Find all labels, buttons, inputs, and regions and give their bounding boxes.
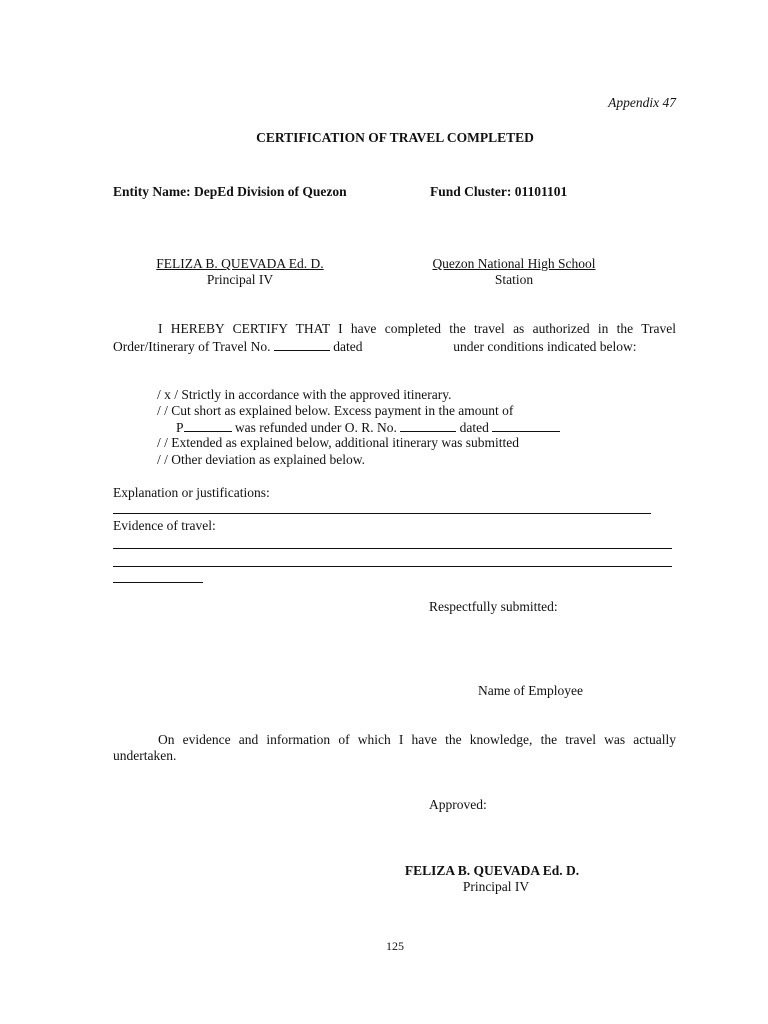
option-extended: / / Extended as explained below, additional itinerary was submitted [157, 435, 520, 450]
evidence-statement-line-2: undertaken. [113, 748, 177, 763]
peso-sign: P [176, 420, 184, 435]
evidence-line-1[interactable] [113, 548, 672, 549]
refund-dated-label: dated [459, 420, 489, 435]
refund-date-blank[interactable] [492, 419, 560, 432]
appendix-label: Appendix 47 [608, 95, 676, 110]
approver-position: Principal IV [462, 879, 530, 894]
signatory-name: FELIZA B. QUEVADA Ed. D. [156, 256, 324, 271]
refund-or-label: was refunded under O. R. No. [234, 420, 397, 435]
refund-amount-blank[interactable] [184, 419, 232, 432]
option-refund-line [176, 419, 560, 436]
fund-cluster: Fund Cluster: 01101101 [430, 184, 568, 199]
certify-line-2 [113, 338, 676, 355]
or-number-blank[interactable] [400, 419, 456, 432]
station-name: Quezon National High School [432, 256, 596, 271]
travel-no-blank[interactable] [274, 338, 330, 351]
evidence-label: Evidence of travel: [113, 518, 216, 533]
option-strictly: / x / Strictly in accordance with the approved itinerary. [157, 387, 452, 402]
certify-line-2-b: dated [333, 339, 363, 354]
certify-line-1: I HEREBY CERTIFY THAT I have completed the travel as authorized in the Travel [158, 321, 676, 336]
entity-name: Entity Name: DepEd Division of Quezon [113, 184, 347, 199]
explanation-line[interactable] [113, 513, 651, 514]
page-title: CERTIFICATION OF TRAVEL COMPLETED [256, 130, 534, 145]
name-of-employee: Name of Employee [478, 683, 583, 698]
approved-label: Approved: [429, 797, 487, 812]
signatory-position: Principal IV [206, 272, 274, 287]
option-other: / / Other deviation as explained below. [157, 452, 365, 467]
approver-name: FELIZA B. QUEVADA Ed. D. [404, 863, 580, 878]
respectfully-submitted: Respectfully submitted: [429, 599, 558, 614]
certify-line-2-a: Order/Itinerary of Travel No. [113, 339, 271, 354]
evidence-statement-line-1: On evidence and information of which I have the knowledge, the travel was actually [158, 732, 676, 747]
option-cut-short: / / Cut short as explained below. Excess payment in the amount of [157, 403, 514, 418]
station-label: Station [494, 272, 534, 287]
evidence-line-3[interactable] [113, 582, 203, 583]
explanation-label: Explanation or justifications: [113, 485, 270, 500]
certify-line-2-c: under conditions indicated below: [453, 339, 637, 354]
page-number: 125 [386, 939, 404, 953]
evidence-line-2[interactable] [113, 566, 672, 567]
